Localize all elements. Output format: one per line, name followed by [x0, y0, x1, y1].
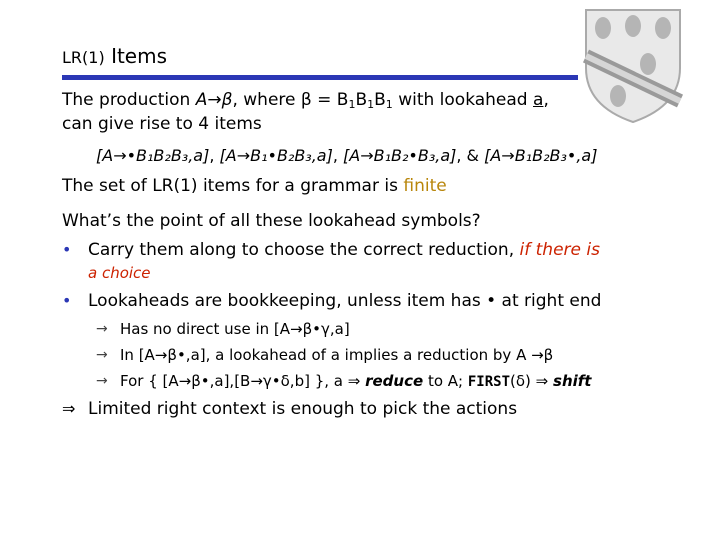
p1-text-a: The production: [62, 90, 196, 110]
sub-bullet-1: Has no direct use in [A→β•γ,a]: [120, 320, 350, 338]
b1-emph: if there is: [519, 240, 600, 260]
s3-first: FIRST: [467, 374, 511, 390]
bullet-1-text: [88, 240, 600, 260]
items-sep-2: ,: [332, 146, 344, 165]
last-line: Limited right context is enough to pick the actions: [88, 399, 518, 419]
item-3: [A→B₁B₂•B₃,a]: [343, 146, 457, 165]
item-1: [A→•B₁B₂B₃,a]: [96, 146, 210, 165]
p1-text-b: , where β = B: [232, 90, 349, 110]
production-line-2: can give rise to 4 items: [62, 114, 262, 134]
finite-word: finite: [403, 176, 447, 196]
b1-cont: a choice: [88, 264, 151, 282]
slide-title: [62, 44, 167, 68]
sub-arrow-3: →: [96, 373, 108, 389]
bullet-2-text: Lookaheads are bookkeeping, unless item has • at right end: [88, 291, 602, 311]
item-2: [A→B₁•B₂B₃,a]: [219, 146, 333, 165]
production-line: The production A→β, where $\beta = B_1B_1B_1$ with lookahead a,: [62, 90, 549, 111]
item-4: [A→B₁B₂B₃•,a]: [484, 146, 598, 165]
sub-arrow-1: →: [96, 321, 108, 337]
bullet-2: •: [62, 291, 72, 310]
p1-text-e: with lookahead: [392, 90, 534, 110]
s3-shift: shift: [553, 372, 592, 390]
p1-text-c: B: [355, 90, 368, 110]
implies-bullet: ⇒: [62, 399, 76, 418]
s3-text-c: (δ) ⇒: [510, 372, 554, 390]
finite-text: The set of LR(1) items for a grammar is: [62, 176, 404, 196]
b1-text: Carry them along to choose the correct reduction,: [88, 240, 520, 260]
s3-text-a: For { [A→β•,a],[B→γ•δ,b] }, a ⇒: [120, 372, 366, 390]
s3-reduce: reduce: [365, 372, 424, 390]
p1-text-d: B: [374, 90, 386, 110]
items-list: [96, 146, 597, 165]
sub-arrow-2: →: [96, 347, 108, 363]
p1-text-f: ,: [543, 90, 549, 110]
finite-line: [62, 176, 447, 196]
p1-lookahead: a: [533, 90, 544, 110]
bullet-1: •: [62, 240, 72, 259]
s3-text-b: to A;: [423, 372, 468, 390]
items-sep-1: ,: [209, 146, 220, 165]
title-main: Items: [111, 44, 168, 68]
question-line: What’s the point of all these lookahead symbols?: [62, 211, 481, 231]
title-rule: [62, 75, 578, 80]
items-amp: , &: [456, 146, 485, 165]
sub-bullet-2: In [A→β•,a], a lookahead of a implies a reduction by A →β: [120, 346, 554, 364]
university-crest-logo: [578, 6, 688, 124]
sub-bullet-3: [120, 372, 591, 390]
p1-production: A→β: [195, 90, 233, 110]
title-prefix: LR(1): [62, 48, 105, 67]
